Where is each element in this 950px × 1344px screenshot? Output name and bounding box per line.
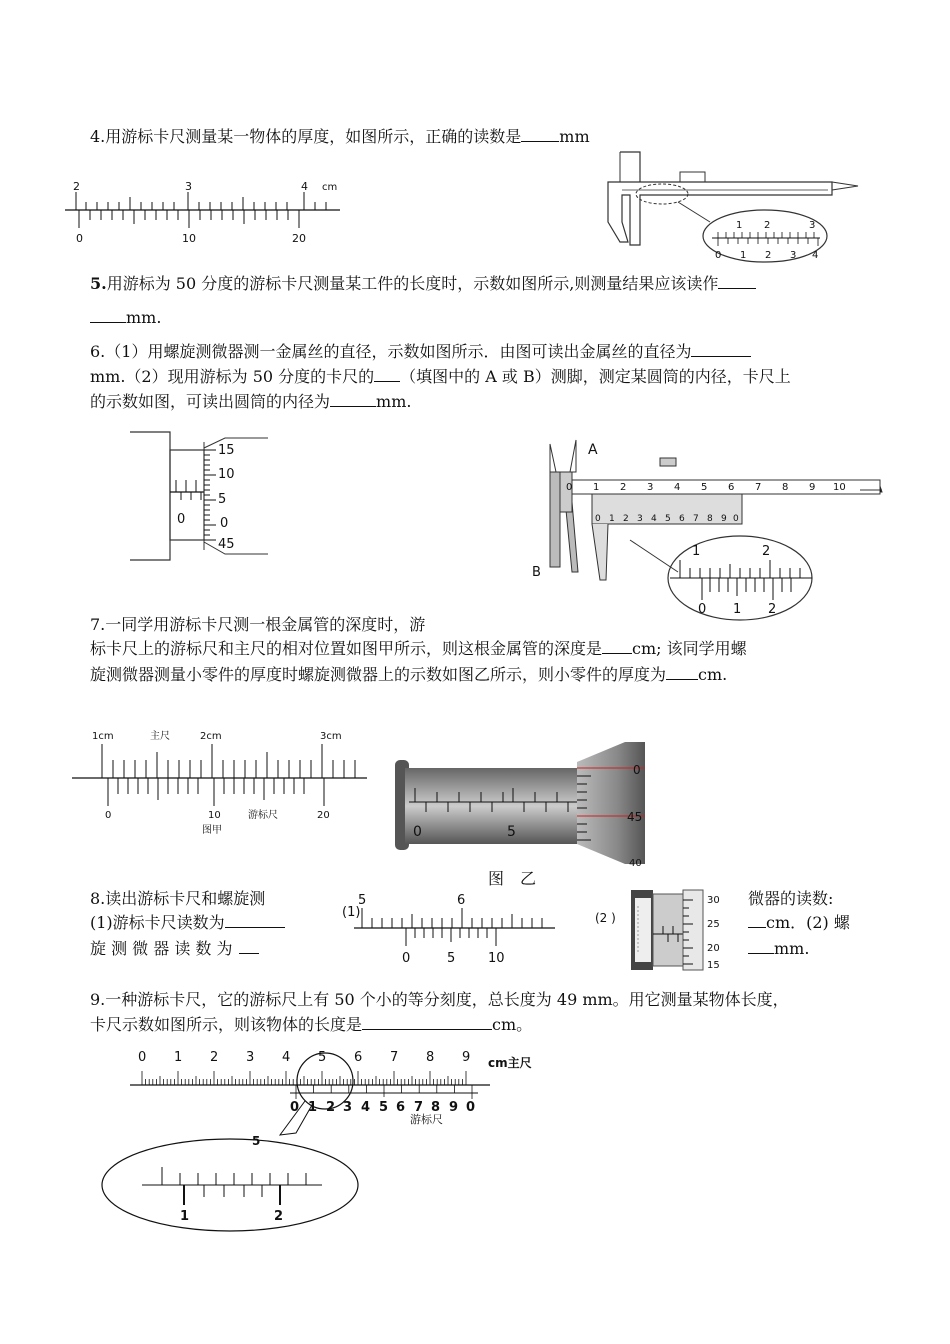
vernier-label: 4 <box>651 514 657 524</box>
zoom-vernier-label: 2 <box>768 602 777 617</box>
vernier-label: 0 <box>290 1100 300 1115</box>
vernier-label: 0 <box>733 514 739 524</box>
main-label: 2 <box>73 180 80 193</box>
q7-figure-b-micrometer <box>395 740 650 869</box>
thimble-label: 10 <box>218 467 235 482</box>
main-label: 1 <box>174 1050 183 1065</box>
answer-blank[interactable] <box>748 911 766 928</box>
thimble-label: 15 <box>218 443 235 458</box>
vernier-label: 6 <box>396 1100 406 1115</box>
vernier-label: 0 <box>105 810 112 821</box>
unit: mm. <box>774 939 810 958</box>
jaw-label-a: A <box>588 442 598 458</box>
main-label: 5 <box>701 482 708 493</box>
vernier-label: 6 <box>679 514 685 524</box>
main-unit: cm主尺 <box>488 1056 532 1070</box>
vernier-label: 7 <box>693 514 699 524</box>
q4-vernier-ruler <box>60 178 350 248</box>
vernier-label: 0 <box>76 232 83 245</box>
zoom-vernier-label: 0 <box>698 602 707 617</box>
sleeve-label: 5 <box>507 824 516 840</box>
answer-blank[interactable] <box>691 340 751 357</box>
thimble-label: 40 <box>629 858 642 869</box>
vernier-label: 0 <box>402 951 411 966</box>
question-9-line1 <box>90 987 789 1013</box>
main-label: 4 <box>282 1050 291 1065</box>
unit: mm. <box>126 308 162 327</box>
vernier-label: 9 <box>721 514 727 524</box>
q4-caliper-illustration <box>600 150 865 265</box>
main-label: 7 <box>390 1050 399 1065</box>
question-8-line2 <box>90 910 285 936</box>
zoom-vernier-label: 1 <box>733 602 742 617</box>
vernier-label: 1 <box>609 514 615 524</box>
question-8-text: 8.读出游标卡尺和螺旋测 <box>90 889 266 908</box>
thimble-label: 45 <box>627 810 643 824</box>
question-8-right1 <box>748 886 833 912</box>
vernier-label: 游标尺 <box>248 810 278 821</box>
vernier-label: 8 <box>431 1100 441 1115</box>
unit: cm。 <box>492 1015 533 1034</box>
figure-b-caption: 图 乙 <box>488 869 537 888</box>
main-label: 2 <box>210 1050 219 1065</box>
answer-blank[interactable] <box>718 272 756 289</box>
main-label: 3cm <box>320 731 342 742</box>
question-6-text: 6.（1）用螺旋测微器测一金属丝的直径，示数如图所示．由图可读出金属丝的直径为 <box>90 342 692 361</box>
thimble-label: 15 <box>707 960 720 971</box>
vernier-label: 10 <box>182 232 196 245</box>
vernier-label: 3 <box>637 514 643 524</box>
thimble-label: 30 <box>707 895 720 906</box>
question-5-text: 用游标为 50 分度的游标卡尺测量某工件的长度时，示数如图所示,则测量结果应该读作 <box>106 274 719 293</box>
zoom-vernier-label: 1 <box>740 250 747 261</box>
thimble-label: 0 <box>633 763 641 777</box>
unit: mm. <box>376 392 412 411</box>
main-label: 4 <box>674 482 681 493</box>
zoom-bottom-label: 1 <box>180 1209 190 1224</box>
q7-figure-a-vernier <box>72 728 372 838</box>
main-label: 5 <box>318 1050 327 1065</box>
question-8-text: 微器的读数: <box>748 889 834 908</box>
zoom-vernier-label: 2 <box>765 250 772 261</box>
main-label: 2 <box>620 482 627 493</box>
main-label: 3 <box>185 180 192 193</box>
figure-caption: 图甲 <box>202 825 222 836</box>
vernier-label: 5 <box>379 1100 389 1115</box>
answer-blank[interactable] <box>521 125 559 142</box>
question-7-line3 <box>90 662 727 688</box>
vernier-label: 1 <box>308 1100 318 1115</box>
question-9-line2 <box>90 1012 532 1038</box>
sleeve-label: 0 <box>413 824 422 840</box>
question-7-text: 旋测微器测量小零件的厚度时螺旋测微器上的示数如图乙所示，则小零件的厚度为 <box>90 665 667 684</box>
vernier-label: 10 <box>208 810 221 821</box>
main-label: 1 <box>593 482 600 493</box>
zoom-main-label: 2 <box>764 220 771 231</box>
question-8-text: 旋 测 微 器 读 数 为 <box>90 939 233 958</box>
main-label: 主尺 <box>150 731 170 742</box>
main-label: 0 <box>566 482 573 493</box>
main-label: 4 <box>301 180 308 193</box>
main-label: 5 <box>358 893 367 908</box>
vernier-label: 4 <box>361 1100 371 1115</box>
question-6-line3 <box>90 389 411 415</box>
vernier-caption: 游标尺 <box>410 1113 443 1126</box>
main-label: 2cm <box>200 731 222 742</box>
thimble-label: 45 <box>218 537 235 552</box>
vernier-label: 0 <box>595 514 601 524</box>
answer-blank[interactable] <box>90 306 126 323</box>
zoom-top-label: 5 <box>252 1134 261 1148</box>
unit: cm. <box>698 665 728 684</box>
vernier-label: 9 <box>449 1100 459 1115</box>
vernier-label: 0 <box>466 1100 476 1115</box>
question-5-cont <box>90 305 161 331</box>
vernier-label: 20 <box>317 810 330 821</box>
main-label: 3 <box>246 1050 255 1065</box>
unit: mm <box>559 127 590 146</box>
q9-vernier-caliper <box>100 1045 580 1235</box>
main-label: 8 <box>426 1050 435 1065</box>
vernier-label: 5 <box>665 514 671 524</box>
answer-blank[interactable] <box>666 663 698 680</box>
vernier-label: 7 <box>414 1100 424 1115</box>
q6-caliper <box>530 432 885 622</box>
figure-label: (2 ) <box>595 911 616 925</box>
zoom-main-label: 2 <box>762 544 771 559</box>
answer-blank[interactable] <box>748 937 774 954</box>
answer-blank[interactable] <box>374 365 400 382</box>
q8-micrometer <box>593 888 743 973</box>
zoom-main-label: 1 <box>692 544 701 559</box>
question-9-text: 卡尺示数如图所示，则该物体的长度是 <box>90 1015 363 1034</box>
question-6-line1 <box>90 339 751 365</box>
question-6-text: 的示数如图，可读出圆筒的内径为 <box>90 392 331 411</box>
answer-blank[interactable] <box>225 911 285 928</box>
question-number: 5. <box>90 274 107 293</box>
question-8-text: (1)游标卡尺读数为 <box>90 913 225 932</box>
main-label: 10 <box>833 482 846 493</box>
vernier-label: 2 <box>623 514 629 524</box>
main-label: 6 <box>457 893 466 908</box>
question-8-line1 <box>90 886 265 912</box>
zoom-bottom-label: 2 <box>274 1209 284 1224</box>
thimble-label: 20 <box>707 943 720 954</box>
zoom-main-label: 3 <box>809 220 816 231</box>
zoom-vernier-label: 3 <box>790 250 797 261</box>
question-7-line2 <box>90 636 747 662</box>
question-4-text: 4.用游标卡尺测量某一物体的厚度，如图所示，正确的读数是 <box>90 127 522 146</box>
answer-blank[interactable] <box>330 390 376 407</box>
main-label: 8 <box>782 482 789 493</box>
main-label: 9 <box>462 1050 471 1065</box>
thimble-label: 0 <box>220 516 229 531</box>
vernier-label: 2 <box>326 1100 336 1115</box>
zoom-vernier-label: 0 <box>715 250 722 261</box>
thimble-label: 25 <box>707 919 720 930</box>
figure-label: (1) <box>342 905 361 920</box>
main-label: 7 <box>755 482 762 493</box>
question-6-text: mm.（2）现用游标为 50 分度的卡尺的 <box>90 367 375 386</box>
main-label: 3 <box>647 482 654 493</box>
question-8-right2 <box>748 910 850 936</box>
question-7-line1 <box>90 612 425 638</box>
main-label: 9 <box>809 482 816 493</box>
question-8-text: cm．(2) 螺 <box>766 913 850 932</box>
question-8-right3 <box>748 936 809 962</box>
zoom-main-label: 1 <box>736 220 743 231</box>
answer-blank[interactable] <box>239 937 259 954</box>
thimble-label: 5 <box>218 492 227 507</box>
main-label: 6 <box>728 482 735 493</box>
vernier-label: 5 <box>447 951 456 966</box>
vernier-label: 10 <box>488 951 505 966</box>
question-8-line3 <box>90 936 259 962</box>
question-9-text: 9.一种游标卡尺，它的游标尺上有 50 个小的等分刻度，总长度为 49 mm。用它测量某物体长度， <box>90 990 789 1009</box>
question-4 <box>90 124 590 150</box>
main-label: 1cm <box>92 731 114 742</box>
answer-blank[interactable] <box>362 1013 492 1030</box>
question-6-line2 <box>90 364 791 390</box>
answer-blank[interactable] <box>602 637 632 654</box>
question-7-text: cm; 该同学用螺 <box>632 639 747 658</box>
question-7-text: 标卡尺上的游标尺和主尺的相对位置如图甲所示，则这根金属管的深度是 <box>90 639 603 658</box>
jaw-label-b: B <box>532 565 541 580</box>
main-label: 6 <box>354 1050 363 1065</box>
question-5 <box>90 271 865 297</box>
question-7-text: 7.一同学用游标卡尺测一根金属管的深度时，游 <box>90 615 426 634</box>
unit-label: cm <box>322 182 338 193</box>
vernier-label: 3 <box>343 1100 353 1115</box>
q6-micrometer <box>130 430 275 565</box>
vernier-label: 20 <box>292 232 306 245</box>
question-6-text: （填图中的 A 或 B）测脚，测定某圆筒的内径，卡尺上 <box>400 367 791 386</box>
q8-vernier <box>340 890 560 970</box>
zoom-vernier-label: 4 <box>812 250 819 261</box>
vernier-label: 8 <box>707 514 713 524</box>
main-label: 0 <box>138 1050 147 1065</box>
sleeve-label: 0 <box>177 512 186 527</box>
